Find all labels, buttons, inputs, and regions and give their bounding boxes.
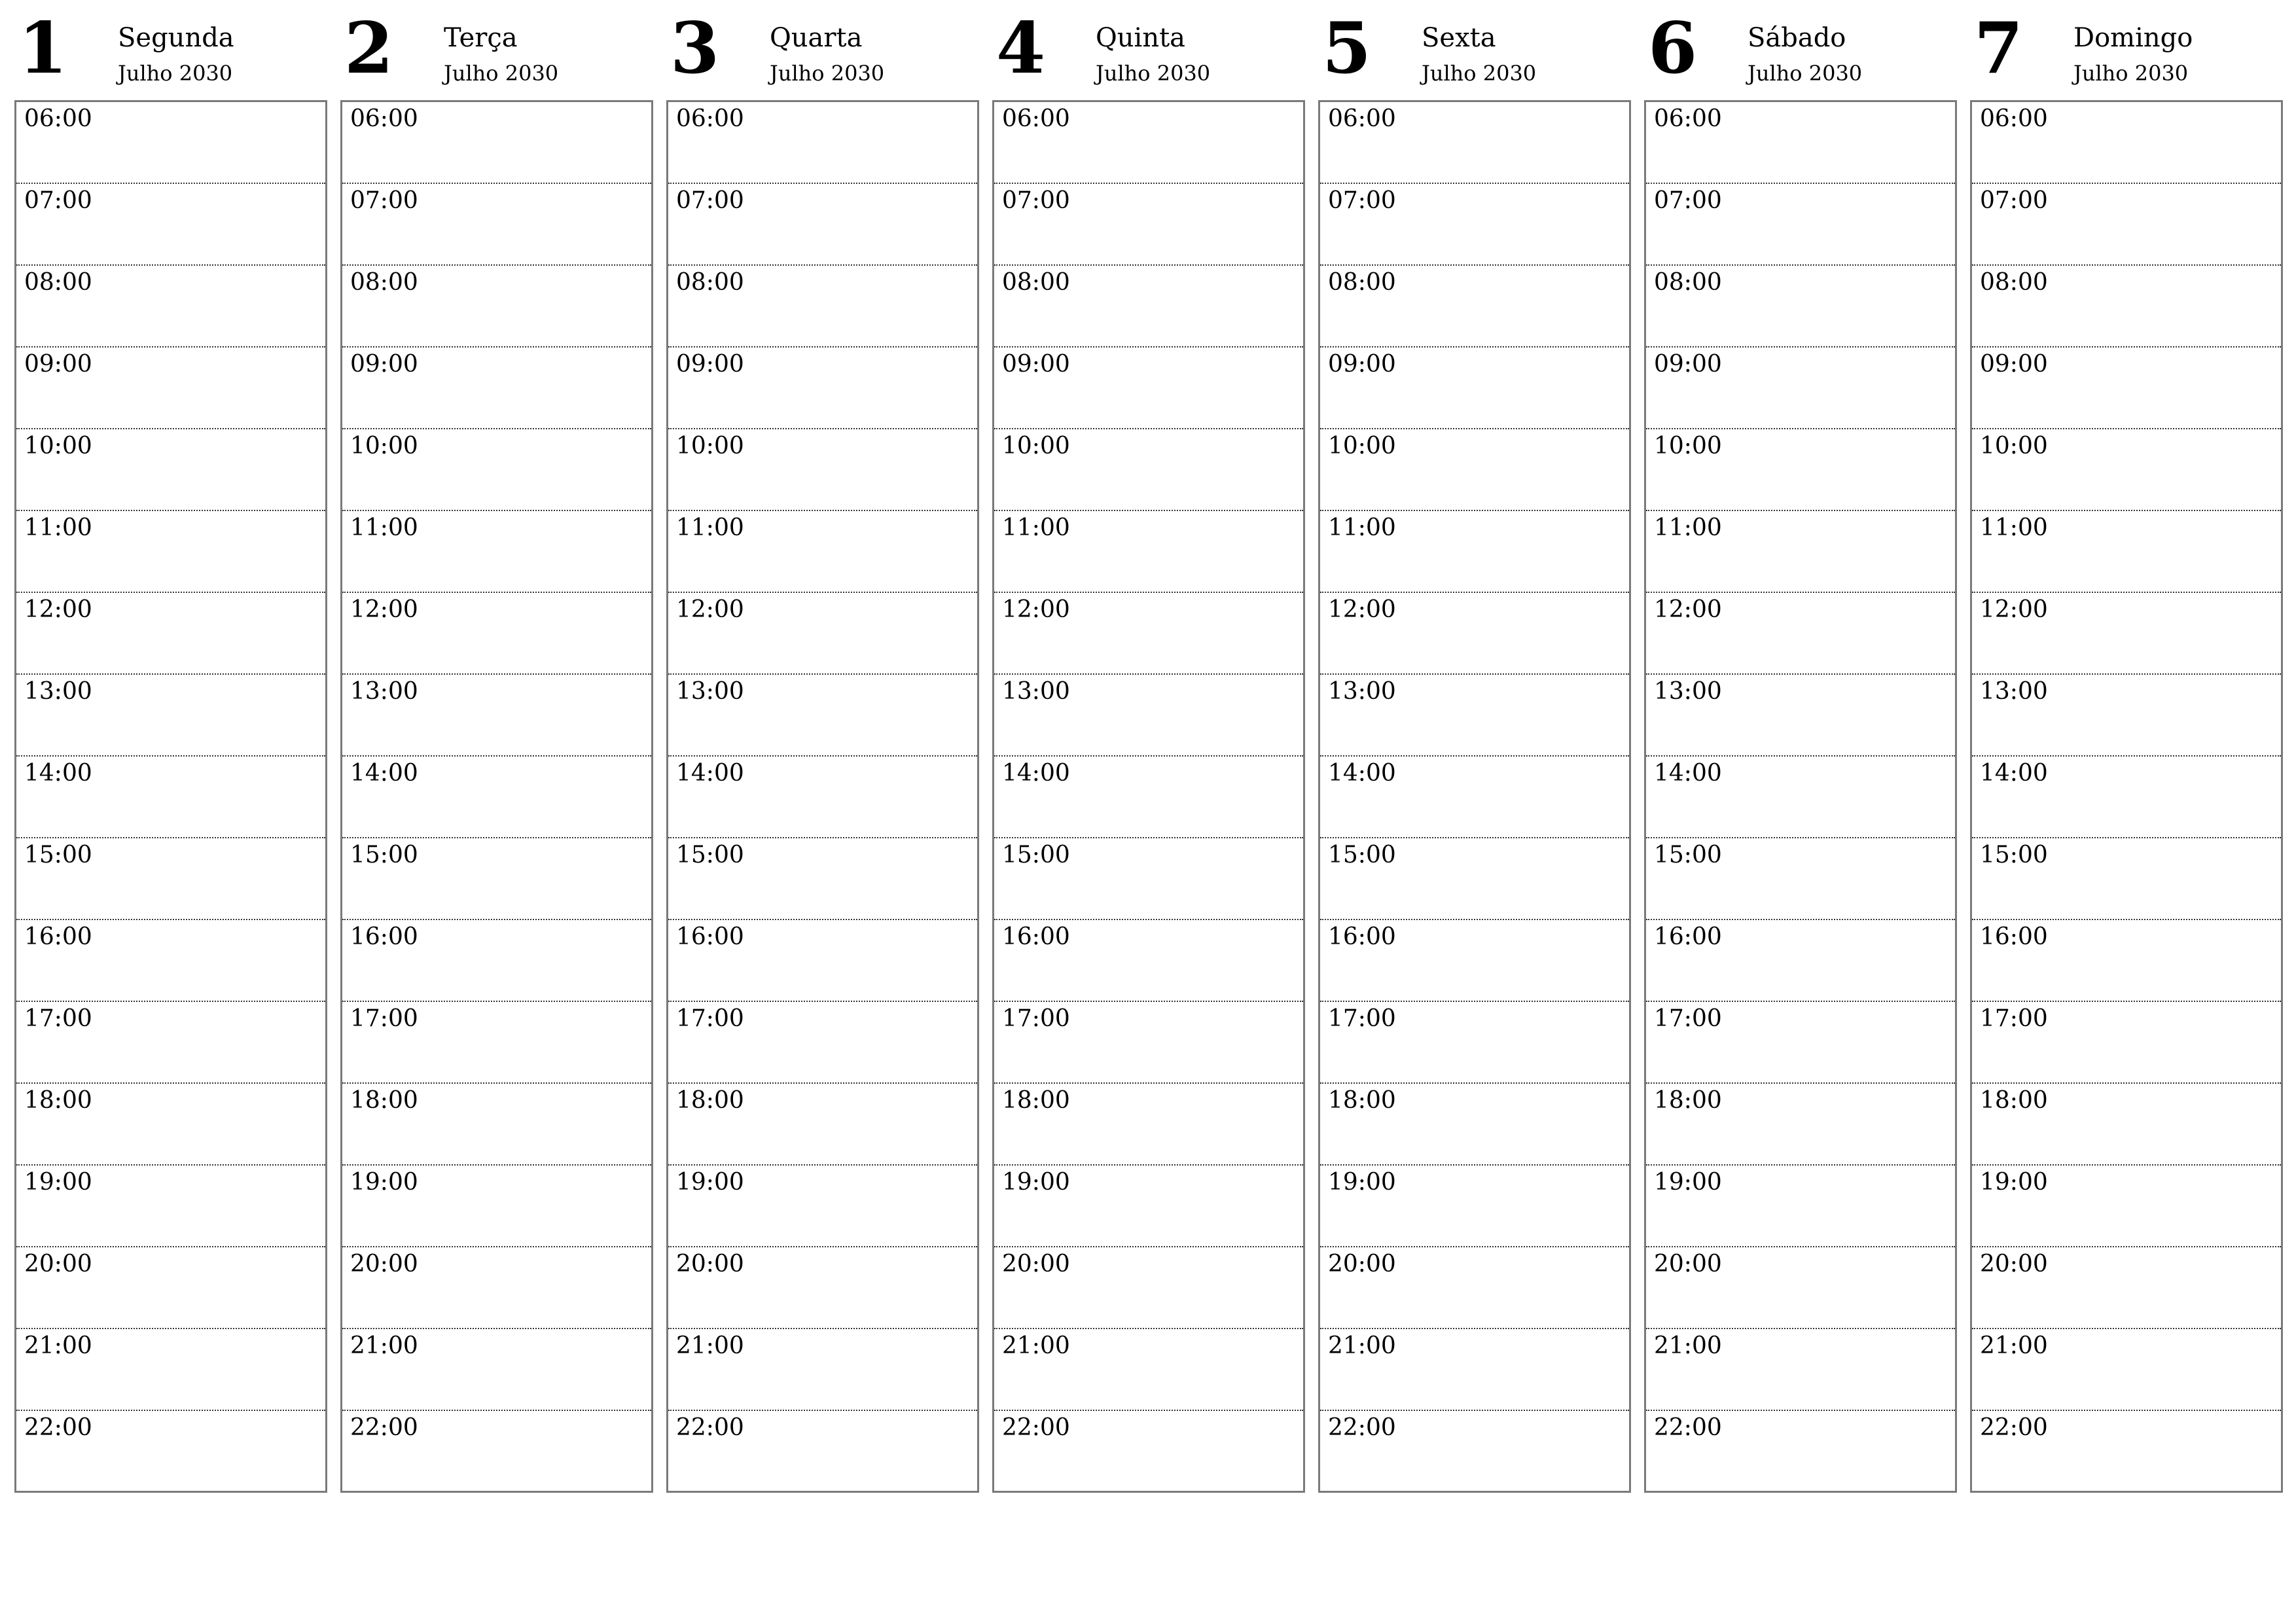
time-slot bbox=[342, 266, 651, 348]
time-label: 17:00 bbox=[1328, 1005, 1396, 1032]
time-slot bbox=[16, 266, 325, 348]
time-label: 22:00 bbox=[1328, 1414, 1396, 1441]
time-slot bbox=[1972, 1084, 2281, 1166]
time-slot bbox=[994, 1166, 1303, 1247]
time-label: 07:00 bbox=[1328, 187, 1396, 214]
time-label: 12:00 bbox=[676, 596, 744, 623]
time-slot bbox=[1320, 1411, 1629, 1493]
time-slot bbox=[342, 511, 651, 593]
time-slot bbox=[668, 593, 977, 675]
time-slot bbox=[1646, 348, 1955, 429]
time-slot bbox=[1646, 920, 1955, 1002]
time-label: 11:00 bbox=[1002, 514, 1070, 541]
time-slot bbox=[16, 1002, 325, 1084]
time-label: 07:00 bbox=[350, 187, 418, 214]
day-column bbox=[1970, 0, 2283, 1493]
time-label: 18:00 bbox=[1980, 1087, 2048, 1114]
time-label: 20:00 bbox=[1328, 1251, 1396, 1277]
time-slot bbox=[16, 511, 325, 593]
time-label: 08:00 bbox=[1654, 269, 1722, 296]
time-label: 16:00 bbox=[1002, 923, 1070, 950]
time-slot bbox=[16, 184, 325, 266]
time-label: 15:00 bbox=[1980, 842, 2048, 868]
time-label: 09:00 bbox=[24, 351, 92, 378]
time-label: 21:00 bbox=[1654, 1332, 1722, 1359]
time-label: 14:00 bbox=[350, 760, 418, 787]
time-label: 10:00 bbox=[1328, 433, 1396, 459]
time-slot bbox=[16, 593, 325, 675]
time-slot bbox=[994, 1247, 1303, 1329]
time-slot bbox=[1646, 511, 1955, 593]
day-schedule-box bbox=[14, 100, 327, 1493]
day-header bbox=[14, 0, 327, 100]
time-slot bbox=[668, 757, 977, 838]
time-slot bbox=[342, 102, 651, 184]
day-month: Julho 2030 bbox=[1748, 61, 1863, 86]
time-slot bbox=[668, 1247, 977, 1329]
time-label: 22:00 bbox=[1980, 1414, 2048, 1441]
day-column bbox=[666, 0, 979, 1493]
time-label: 20:00 bbox=[1002, 1251, 1070, 1277]
time-label: 15:00 bbox=[676, 842, 744, 868]
time-label: 13:00 bbox=[350, 678, 418, 705]
time-label: 11:00 bbox=[1980, 514, 2048, 541]
time-label: 19:00 bbox=[1654, 1169, 1722, 1196]
time-label: 16:00 bbox=[1980, 923, 2048, 950]
time-label: 16:00 bbox=[1654, 923, 1722, 950]
day-schedule-box bbox=[340, 100, 653, 1493]
time-slot bbox=[1320, 511, 1629, 593]
time-label: 06:00 bbox=[1002, 105, 1070, 132]
time-label: 12:00 bbox=[1980, 596, 2048, 623]
time-slot bbox=[994, 920, 1303, 1002]
time-slot bbox=[994, 757, 1303, 838]
day-number: 3 bbox=[670, 7, 720, 90]
time-slot bbox=[668, 102, 977, 184]
time-slot bbox=[994, 266, 1303, 348]
time-slot bbox=[1320, 593, 1629, 675]
time-slot bbox=[1972, 1166, 2281, 1247]
time-slot bbox=[16, 102, 325, 184]
time-slot bbox=[16, 1084, 325, 1166]
time-slot bbox=[1646, 1166, 1955, 1247]
time-slot bbox=[16, 675, 325, 757]
time-slot bbox=[342, 1247, 651, 1329]
time-label: 07:00 bbox=[1980, 187, 2048, 214]
time-slot bbox=[342, 838, 651, 920]
time-slot bbox=[342, 1166, 651, 1247]
time-label: 10:00 bbox=[676, 433, 744, 459]
time-label: 19:00 bbox=[350, 1169, 418, 1196]
day-month: Julho 2030 bbox=[2073, 61, 2189, 86]
day-column bbox=[1644, 0, 1957, 1493]
time-label: 11:00 bbox=[676, 514, 744, 541]
time-label: 21:00 bbox=[1980, 1332, 2048, 1359]
time-slot bbox=[994, 511, 1303, 593]
time-slot bbox=[1646, 1247, 1955, 1329]
time-slot bbox=[1320, 348, 1629, 429]
day-column bbox=[992, 0, 1305, 1493]
time-slot bbox=[1320, 184, 1629, 266]
time-slot bbox=[16, 1329, 325, 1411]
time-slot bbox=[668, 1166, 977, 1247]
time-label: 16:00 bbox=[350, 923, 418, 950]
time-label: 06:00 bbox=[1980, 105, 2048, 132]
time-label: 15:00 bbox=[1328, 842, 1396, 868]
time-label: 10:00 bbox=[350, 433, 418, 459]
day-month: Julho 2030 bbox=[770, 61, 885, 86]
time-label: 20:00 bbox=[1980, 1251, 2048, 1277]
time-label: 14:00 bbox=[24, 760, 92, 787]
time-label: 18:00 bbox=[676, 1087, 744, 1114]
time-slot bbox=[16, 1411, 325, 1493]
time-slot bbox=[342, 757, 651, 838]
day-name: Sexta bbox=[1422, 23, 1496, 53]
time-label: 06:00 bbox=[1654, 105, 1722, 132]
time-slot bbox=[668, 1084, 977, 1166]
time-label: 06:00 bbox=[676, 105, 744, 132]
time-slot bbox=[1972, 920, 2281, 1002]
time-label: 14:00 bbox=[676, 760, 744, 787]
time-slot bbox=[1320, 838, 1629, 920]
time-slot bbox=[1972, 184, 2281, 266]
time-label: 17:00 bbox=[1002, 1005, 1070, 1032]
time-slot bbox=[1646, 1411, 1955, 1493]
time-slot bbox=[1320, 266, 1629, 348]
time-label: 18:00 bbox=[1328, 1087, 1396, 1114]
time-label: 20:00 bbox=[1654, 1251, 1722, 1277]
time-label: 14:00 bbox=[1980, 760, 2048, 787]
time-label: 13:00 bbox=[1980, 678, 2048, 705]
time-slot bbox=[1972, 1329, 2281, 1411]
time-slot bbox=[994, 429, 1303, 511]
time-label: 13:00 bbox=[1328, 678, 1396, 705]
time-label: 07:00 bbox=[1654, 187, 1722, 214]
time-label: 14:00 bbox=[1328, 760, 1396, 787]
time-label: 07:00 bbox=[676, 187, 744, 214]
time-slot bbox=[668, 920, 977, 1002]
time-slot bbox=[1972, 757, 2281, 838]
time-label: 10:00 bbox=[1002, 433, 1070, 459]
time-label: 13:00 bbox=[1654, 678, 1722, 705]
time-label: 08:00 bbox=[1002, 269, 1070, 296]
day-schedule-box bbox=[666, 100, 979, 1493]
time-label: 22:00 bbox=[24, 1414, 92, 1441]
time-slot bbox=[1646, 838, 1955, 920]
time-label: 21:00 bbox=[350, 1332, 418, 1359]
day-header bbox=[992, 0, 1305, 100]
day-name: Quarta bbox=[770, 23, 863, 53]
time-slot bbox=[1646, 102, 1955, 184]
time-label: 15:00 bbox=[1002, 842, 1070, 868]
day-schedule-box bbox=[1644, 100, 1957, 1493]
time-slot bbox=[1646, 429, 1955, 511]
time-label: 08:00 bbox=[676, 269, 744, 296]
day-month: Julho 2030 bbox=[1096, 61, 1211, 86]
time-slot bbox=[994, 593, 1303, 675]
time-label: 11:00 bbox=[350, 514, 418, 541]
time-slot bbox=[994, 184, 1303, 266]
time-label: 13:00 bbox=[24, 678, 92, 705]
day-number: 7 bbox=[1974, 7, 2024, 90]
time-label: 19:00 bbox=[1980, 1169, 2048, 1196]
time-slot bbox=[668, 675, 977, 757]
time-label: 16:00 bbox=[676, 923, 744, 950]
time-slot bbox=[1320, 920, 1629, 1002]
time-slot bbox=[668, 1411, 977, 1493]
time-slot bbox=[668, 184, 977, 266]
time-slot bbox=[1320, 757, 1629, 838]
time-label: 18:00 bbox=[1002, 1087, 1070, 1114]
time-slot bbox=[1972, 1247, 2281, 1329]
time-label: 09:00 bbox=[1002, 351, 1070, 378]
time-label: 08:00 bbox=[24, 269, 92, 296]
time-label: 10:00 bbox=[1654, 433, 1722, 459]
time-slot bbox=[1646, 1084, 1955, 1166]
day-header bbox=[340, 0, 653, 100]
time-label: 12:00 bbox=[1002, 596, 1070, 623]
time-label: 18:00 bbox=[350, 1087, 418, 1114]
time-label: 21:00 bbox=[1328, 1332, 1396, 1359]
time-label: 09:00 bbox=[350, 351, 418, 378]
time-slot bbox=[994, 675, 1303, 757]
time-slot bbox=[1972, 1411, 2281, 1493]
time-label: 07:00 bbox=[24, 187, 92, 214]
day-schedule-box bbox=[1970, 100, 2283, 1493]
day-header bbox=[1644, 0, 1957, 100]
day-column bbox=[14, 0, 327, 1493]
time-slot bbox=[342, 593, 651, 675]
time-slot bbox=[994, 1002, 1303, 1084]
day-number: 2 bbox=[344, 7, 394, 90]
time-label: 22:00 bbox=[676, 1414, 744, 1441]
time-label: 14:00 bbox=[1654, 760, 1722, 787]
time-slot bbox=[16, 1247, 325, 1329]
time-slot bbox=[1646, 1002, 1955, 1084]
time-slot bbox=[1646, 757, 1955, 838]
time-slot bbox=[16, 429, 325, 511]
time-label: 22:00 bbox=[1654, 1414, 1722, 1441]
time-slot bbox=[16, 757, 325, 838]
time-slot bbox=[994, 1084, 1303, 1166]
time-label: 12:00 bbox=[350, 596, 418, 623]
time-label: 07:00 bbox=[1002, 187, 1070, 214]
time-slot bbox=[342, 184, 651, 266]
time-slot bbox=[1972, 593, 2281, 675]
time-slot bbox=[1320, 1002, 1629, 1084]
day-number: 6 bbox=[1648, 7, 1698, 90]
time-label: 21:00 bbox=[676, 1332, 744, 1359]
time-slot bbox=[342, 675, 651, 757]
time-label: 17:00 bbox=[1980, 1005, 2048, 1032]
time-slot bbox=[16, 1166, 325, 1247]
day-name: Domingo bbox=[2073, 23, 2193, 53]
time-slot bbox=[1320, 1329, 1629, 1411]
time-label: 15:00 bbox=[350, 842, 418, 868]
time-label: 06:00 bbox=[350, 105, 418, 132]
time-label: 09:00 bbox=[676, 351, 744, 378]
time-slot bbox=[668, 1002, 977, 1084]
time-slot bbox=[668, 429, 977, 511]
time-slot bbox=[1320, 102, 1629, 184]
time-label: 20:00 bbox=[24, 1251, 92, 1277]
time-slot bbox=[1320, 429, 1629, 511]
time-label: 16:00 bbox=[1328, 923, 1396, 950]
time-label: 21:00 bbox=[1002, 1332, 1070, 1359]
time-slot bbox=[16, 348, 325, 429]
time-label: 11:00 bbox=[24, 514, 92, 541]
time-label: 10:00 bbox=[24, 433, 92, 459]
time-slot bbox=[1320, 1084, 1629, 1166]
day-month: Julho 2030 bbox=[1422, 61, 1537, 86]
day-number: 4 bbox=[996, 7, 1046, 90]
day-header bbox=[1970, 0, 2283, 100]
day-name: Quinta bbox=[1096, 23, 1186, 53]
time-slot bbox=[668, 1329, 977, 1411]
time-slot bbox=[342, 1002, 651, 1084]
time-label: 22:00 bbox=[350, 1414, 418, 1441]
time-slot bbox=[1646, 1329, 1955, 1411]
time-slot bbox=[342, 348, 651, 429]
time-slot bbox=[994, 1411, 1303, 1493]
time-label: 17:00 bbox=[350, 1005, 418, 1032]
time-slot bbox=[668, 511, 977, 593]
day-column bbox=[1318, 0, 1631, 1493]
time-slot bbox=[1646, 675, 1955, 757]
day-schedule-box bbox=[992, 100, 1305, 1493]
time-slot bbox=[1972, 102, 2281, 184]
time-slot bbox=[668, 348, 977, 429]
time-label: 19:00 bbox=[676, 1169, 744, 1196]
time-label: 15:00 bbox=[24, 842, 92, 868]
time-slot bbox=[16, 838, 325, 920]
time-label: 06:00 bbox=[1328, 105, 1396, 132]
time-slot bbox=[1320, 1166, 1629, 1247]
time-slot bbox=[342, 1329, 651, 1411]
time-label: 17:00 bbox=[676, 1005, 744, 1032]
time-slot bbox=[16, 920, 325, 1002]
time-label: 22:00 bbox=[1002, 1414, 1070, 1441]
time-slot bbox=[1972, 675, 2281, 757]
time-label: 12:00 bbox=[1328, 596, 1396, 623]
time-label: 18:00 bbox=[1654, 1087, 1722, 1114]
day-name: Segunda bbox=[118, 23, 234, 53]
time-label: 10:00 bbox=[1980, 433, 2048, 459]
time-label: 12:00 bbox=[24, 596, 92, 623]
time-label: 20:00 bbox=[676, 1251, 744, 1277]
time-slot bbox=[342, 1084, 651, 1166]
time-label: 06:00 bbox=[24, 105, 92, 132]
time-slot bbox=[1320, 675, 1629, 757]
time-label: 11:00 bbox=[1654, 514, 1722, 541]
time-label: 20:00 bbox=[350, 1251, 418, 1277]
time-label: 08:00 bbox=[350, 269, 418, 296]
day-month: Julho 2030 bbox=[444, 61, 559, 86]
day-name: Sábado bbox=[1748, 23, 1846, 53]
time-slot bbox=[994, 102, 1303, 184]
day-number: 1 bbox=[18, 7, 68, 90]
time-slot bbox=[1972, 266, 2281, 348]
time-slot bbox=[1646, 184, 1955, 266]
time-label: 15:00 bbox=[1654, 842, 1722, 868]
time-label: 17:00 bbox=[24, 1005, 92, 1032]
time-label: 09:00 bbox=[1980, 351, 2048, 378]
day-header bbox=[1318, 0, 1631, 100]
time-slot bbox=[668, 266, 977, 348]
time-label: 13:00 bbox=[1002, 678, 1070, 705]
day-header bbox=[666, 0, 979, 100]
time-label: 08:00 bbox=[1328, 269, 1396, 296]
time-label: 13:00 bbox=[676, 678, 744, 705]
time-slot bbox=[668, 838, 977, 920]
time-slot bbox=[1646, 593, 1955, 675]
time-slot bbox=[994, 1329, 1303, 1411]
time-slot bbox=[1972, 1002, 2281, 1084]
day-month: Julho 2030 bbox=[118, 61, 233, 86]
time-slot bbox=[1972, 511, 2281, 593]
time-slot bbox=[342, 429, 651, 511]
time-label: 09:00 bbox=[1654, 351, 1722, 378]
time-slot bbox=[994, 838, 1303, 920]
time-slot bbox=[1972, 348, 2281, 429]
time-slot bbox=[342, 920, 651, 1002]
time-slot bbox=[1646, 266, 1955, 348]
day-name: Terça bbox=[444, 23, 518, 53]
time-label: 12:00 bbox=[1654, 596, 1722, 623]
time-label: 08:00 bbox=[1980, 269, 2048, 296]
time-label: 18:00 bbox=[24, 1087, 92, 1114]
time-slot bbox=[1972, 838, 2281, 920]
time-label: 21:00 bbox=[24, 1332, 92, 1359]
time-label: 19:00 bbox=[1328, 1169, 1396, 1196]
time-label: 16:00 bbox=[24, 923, 92, 950]
time-slot bbox=[1320, 1247, 1629, 1329]
time-label: 09:00 bbox=[1328, 351, 1396, 378]
day-column bbox=[340, 0, 653, 1493]
time-label: 11:00 bbox=[1328, 514, 1396, 541]
day-number: 5 bbox=[1322, 7, 1372, 90]
day-schedule-box bbox=[1318, 100, 1631, 1493]
time-label: 17:00 bbox=[1654, 1005, 1722, 1032]
time-slot bbox=[1972, 429, 2281, 511]
time-label: 19:00 bbox=[1002, 1169, 1070, 1196]
time-label: 14:00 bbox=[1002, 760, 1070, 787]
time-slot bbox=[342, 1411, 651, 1493]
time-slot bbox=[994, 348, 1303, 429]
time-label: 19:00 bbox=[24, 1169, 92, 1196]
